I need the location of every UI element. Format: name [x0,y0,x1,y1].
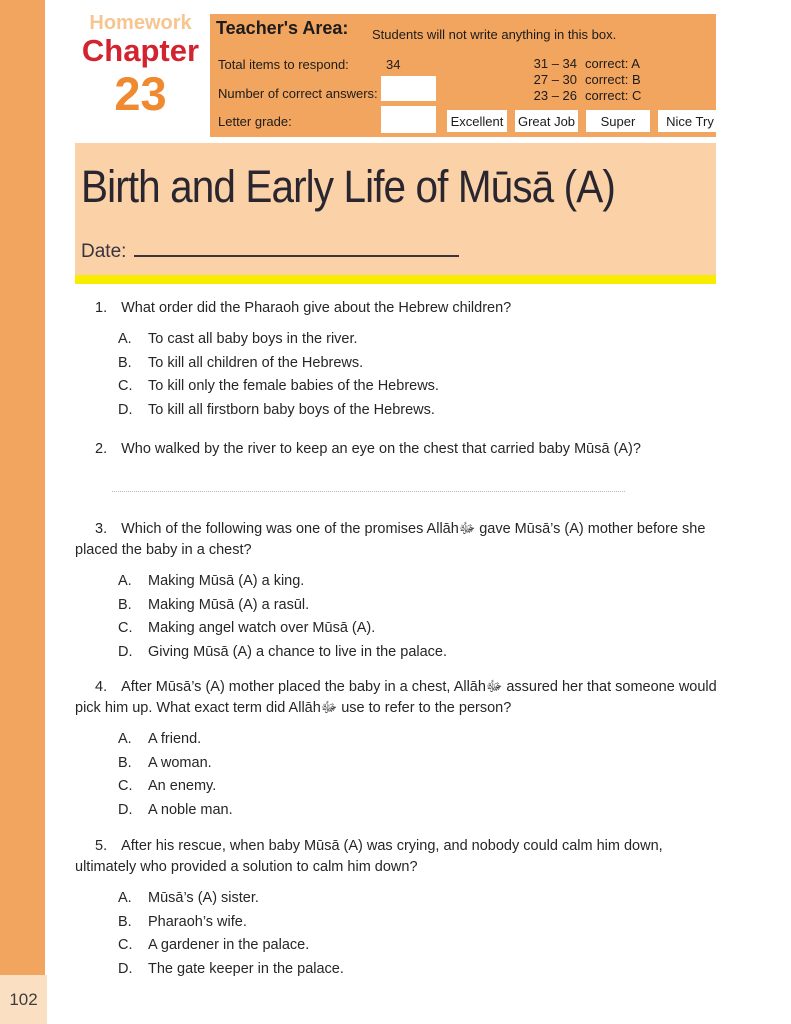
option-text: Making angel watch over Mūsā (A). [148,620,376,636]
option-letter: D. [118,801,133,818]
sticker-super[interactable]: Super [586,110,650,132]
option-letter: C. [118,378,133,394]
option-text: Giving Mūsā (A) a chance to live in the palace. [148,643,448,660]
option-text: A friend. [148,731,202,747]
option-letter: A. [118,331,132,347]
option-row[interactable] [118,934,720,958]
grade-scale-row [523,88,641,104]
option-row[interactable] [118,570,720,594]
option-row[interactable] [118,911,720,935]
question-text: 5. After his rescue, when baby Mūsā (A) was crying, and nobody could calm him down, ultimately who provided a solution to calm him down? [75,838,663,875]
teachers-area-note: Students will not write anything in this box. [372,27,617,42]
question-2 [75,439,720,492]
date-label: Date: [81,241,127,262]
option-row[interactable] [118,375,720,399]
correct-answers-input[interactable] [381,76,436,101]
option-letter: D. [118,960,133,977]
option-row[interactable] [118,775,720,799]
option-row[interactable] [118,328,720,352]
option-text: Making Mūsā (A) a king. [148,573,305,589]
question-number: 4. [95,679,108,695]
option-text: To kill all firstborn baby boys of the Hebrews. [148,401,435,418]
question-number: 2. [95,441,108,457]
question-text: 4. After Mūsā’s (A) mother placed the baby in a chest, Allāhﷻ assured her that someone would pick him up. What exact term did Allāhﷻ use to refer to the person? [75,679,717,716]
chapter-label: Chapter [81,33,200,68]
option-letter: C. [118,778,133,794]
options-list [118,570,720,664]
option-row[interactable] [118,799,720,823]
chapter-number: 23 [114,67,167,120]
letter-grade-input[interactable] [381,106,436,133]
left-accent-bar [0,0,45,975]
option-row[interactable] [118,594,720,618]
option-letter: B. [118,913,132,930]
homework-label: Homework [89,12,192,34]
option-letter: C. [118,937,133,953]
option-text: To cast all baby boys in the river. [148,331,358,347]
option-letter: B. [118,354,132,371]
teachers-area-panel [210,14,716,137]
option-letter: D. [118,643,133,660]
teachers-area-title: Teacher's Area: [216,18,349,38]
option-letter: B. [118,596,132,613]
option-row[interactable] [118,617,720,641]
sticker-nice-try[interactable]: Nice Try [658,110,722,132]
chapter-header [68,12,213,120]
date-fill-line[interactable] [134,241,459,257]
grade-range: 23 – 26 [533,88,577,103]
grade-result: correct: A [585,56,640,71]
option-letter: A. [118,890,132,906]
question-number: 3. [95,521,108,537]
option-row[interactable] [118,728,720,752]
option-text: An enemy. [148,778,217,794]
date-row [81,241,459,263]
questions-section [75,292,720,981]
option-letter: B. [118,754,132,771]
sticker-excellent[interactable]: Excellent [447,110,507,132]
grade-scale-row [523,56,641,72]
option-text: The gate keeper in the palace. [148,960,344,977]
write-in-answer-line[interactable] [112,490,625,492]
grade-range: 31 – 34 [533,56,577,71]
lesson-title: Birth and Early Life of Mūsā (A) [81,161,615,212]
options-list [118,728,720,822]
options-list [118,328,720,422]
option-text: Mūsā’s (A) sister. [148,890,259,906]
option-letter: D. [118,401,133,418]
yellow-divider [75,275,716,284]
total-items-value: 34 [386,57,401,72]
question-text: 3. Which of the following was one of the promises Allāhﷻ gave Mūsā’s (A) mother before she placed the baby in a chest? [75,521,706,558]
grade-range: 27 – 30 [533,72,577,87]
option-text: Pharaoh’s wife. [148,913,247,930]
question-text: 1. What order did the Pharaoh give about the Hebrew children? [95,300,512,316]
sticker-great-job[interactable]: Great Job [515,110,578,132]
question-number: 5. [95,838,108,854]
option-row[interactable] [118,352,720,376]
field-label-total-items: Total items to respond: [218,57,349,72]
question-number: 1. [95,300,108,316]
question-4 [75,677,720,822]
option-text: Making Mūsā (A) a rasūl. [148,596,310,613]
option-letter: C. [118,620,133,636]
grade-result: correct: C [585,88,642,103]
option-row[interactable] [118,887,720,911]
sticker-buttons [447,110,722,132]
field-label-correct-answers: Number of correct answers: [218,86,378,101]
option-text: To kill all children of the Hebrews. [148,354,364,371]
option-row[interactable] [118,641,720,665]
option-row[interactable] [118,958,720,982]
grade-scale [523,56,641,104]
option-text: A woman. [148,754,212,771]
grade-scale-row [523,72,641,88]
option-text: A gardener in the palace. [148,937,310,953]
lesson-title-banner [75,143,716,275]
option-letter: A. [118,731,132,747]
option-row[interactable] [118,752,720,776]
question-5 [75,836,720,981]
question-3 [75,519,720,664]
option-row[interactable] [118,399,720,423]
question-1 [75,298,720,422]
field-label-letter-grade: Letter grade: [218,114,292,129]
page-number: 102 [0,975,47,1024]
options-list [118,887,720,981]
question-text: 2. Who walked by the river to keep an eye on the chest that carried baby Mūsā (A)? [95,441,641,457]
option-letter: A. [118,573,132,589]
grade-result: correct: B [585,72,641,87]
option-text: A noble man. [148,801,233,818]
option-text: To kill only the female babies of the Hebrews. [148,378,439,394]
